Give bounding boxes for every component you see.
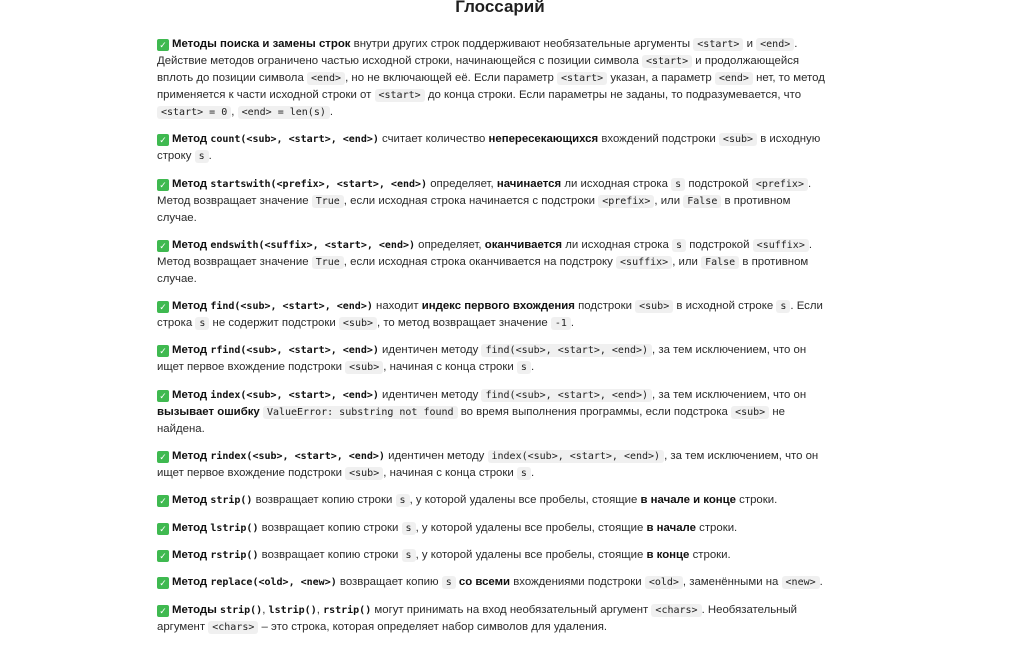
glossary-item [157, 298, 827, 332]
inline-code: <sub> [731, 406, 769, 419]
page-title: Глоссарий [455, 0, 545, 16]
text: , заменёнными на [682, 576, 782, 589]
inline-code: s [402, 549, 416, 562]
bold-text: в начале и конце [640, 494, 737, 507]
text: указан, а параметр [607, 72, 715, 84]
text: , или [654, 194, 684, 207]
inline-code: s [517, 361, 531, 374]
bold-text: Метод [172, 133, 211, 146]
glossary-item [157, 131, 827, 165]
text: . Метод возвращает значение [157, 238, 813, 268]
bold-text: вызывает ошибку [157, 405, 260, 418]
bold-text: Метод [172, 238, 211, 251]
text: , за тем исключением, что он [652, 388, 807, 401]
text: подстрокой [685, 177, 752, 190]
glossary-item [157, 36, 827, 121]
inline-code: <prefix> [752, 178, 808, 191]
method-signature: rstrip() [210, 549, 259, 561]
text: подстрокой [686, 238, 753, 251]
bold-text: оканчивается [484, 238, 563, 251]
inline-code: <chars> [651, 604, 701, 617]
text: возвращает копию строки [258, 521, 402, 534]
text: вхождениями подстроки [510, 576, 645, 589]
text: , начиная с конца строки [383, 467, 517, 480]
white-check-mark-icon: ✓ [157, 390, 169, 402]
method-signature: rstrip() [323, 604, 372, 616]
inline-code: <suffix> [616, 256, 672, 269]
text: ли исходная строка [562, 238, 673, 251]
inline-code: <sub> [339, 317, 377, 330]
text: , за тем исключением, что он ищет первое вхождение подстроки [157, 450, 819, 480]
text: не содержит подстроки [209, 317, 339, 330]
text: . Действие методов ограничено частью исходной строки, начинающейся с позиции символа [157, 38, 798, 67]
inline-code: <end> [756, 38, 794, 51]
glossary-item [157, 237, 827, 288]
text: . [570, 317, 575, 330]
inline-code: <chars> [208, 621, 258, 634]
text: . [329, 106, 334, 118]
text: , но не включающей её. Если параметр [345, 72, 558, 84]
text: и продолжающейся вплоть до позиции символа [157, 55, 800, 84]
bold-text: со всеми [458, 576, 511, 589]
method-signature: find(<sub>, <start>, <end>) [210, 301, 373, 313]
white-check-mark-icon: ✓ [157, 345, 169, 357]
glossary-item [157, 574, 827, 591]
inline-code: s [402, 522, 416, 535]
text: нет, то метод применяется к части исходной строки от [157, 72, 825, 101]
bold-text: Метод [172, 388, 211, 401]
glossary-item [157, 602, 827, 636]
bold-text: непересекающихся [488, 133, 599, 146]
glossary-item [157, 448, 827, 482]
inline-code: <prefix> [598, 195, 654, 208]
inline-code: <sub> [719, 133, 757, 146]
glossary-item [157, 176, 827, 227]
text: и [743, 38, 757, 50]
method-signature: rindex(<sub>, <start>, <end>) [210, 451, 385, 463]
inline-code: ValueError: substring not found [263, 406, 458, 419]
inline-code: -1 [551, 317, 571, 330]
inline-code: find(<sub>, <start>, <end>) [481, 344, 652, 357]
glossary-list [157, 36, 827, 646]
method-signature: strip() [210, 495, 253, 507]
text: . Необязательный аргумент [157, 603, 798, 633]
text: во время выполнения программы, если подстрока [457, 405, 732, 418]
white-check-mark-icon: ✓ [157, 605, 169, 617]
method-signature: startswith(<prefix>, <start>, <end>) [210, 178, 428, 190]
inline-code: <end> = len(s) [238, 106, 330, 119]
white-check-mark-icon: ✓ [157, 179, 169, 191]
text: возвращает копию [336, 576, 442, 589]
bold-text: в начале [646, 521, 696, 534]
inline-code: <end> [307, 72, 345, 85]
method-signature: count(<sub>, <start>, <end>) [210, 134, 379, 146]
text: подстроки [574, 300, 636, 313]
inline-code: s [672, 239, 686, 252]
text: . [208, 150, 212, 163]
inline-code: <new> [782, 576, 820, 589]
white-check-mark-icon: ✓ [157, 523, 169, 535]
text: . [530, 361, 535, 374]
inline-code: <sub> [345, 361, 383, 374]
text: . Если строка [157, 300, 823, 330]
method-signature: endswith(<suffix>, <start>, <end>) [210, 239, 416, 251]
text: могут принимать на вход необязательный аргумент [371, 603, 652, 616]
text: в противном случае. [157, 255, 809, 285]
inline-code: s [396, 494, 410, 507]
bold-text: Метод [172, 177, 211, 190]
method-signature: rfind(<sub>, <start>, <end>) [210, 345, 379, 357]
text: вхождений подстроки [598, 133, 719, 146]
inline-code: <start> [557, 72, 607, 85]
inline-code: index(<sub>, <start>, <end>) [488, 450, 665, 463]
inline-code: s [195, 317, 209, 330]
text: идентичен методу [384, 450, 488, 463]
text: находит [372, 300, 422, 313]
bold-text: Метод [172, 521, 211, 534]
inline-code: s [517, 467, 531, 480]
text: строки. [689, 548, 731, 561]
text: , [231, 106, 238, 118]
bold-text: начинается [496, 177, 562, 190]
bold-text: Метод [172, 494, 211, 507]
inline-code: s [195, 150, 209, 163]
inline-code: <start> [642, 55, 692, 68]
white-check-mark-icon: ✓ [157, 39, 169, 51]
text: , если исходная строка оканчивается на подстроку [343, 255, 617, 268]
text: в противном случае. [157, 194, 791, 224]
bold-text: в конце [646, 548, 690, 561]
text: определяет, [415, 238, 485, 251]
inline-code: False [701, 256, 739, 269]
text: . Метод возвращает значение [157, 177, 812, 207]
text: , у которой удалены все пробелы, стоящие [409, 494, 641, 507]
white-check-mark-icon: ✓ [157, 550, 169, 562]
bold-text: индекс первого вхождения [421, 300, 575, 313]
text: , у которой удалены все пробелы, стоящие [415, 521, 647, 534]
text: в исходной строке [673, 300, 777, 313]
inline-code: <start> = 0 [157, 106, 231, 119]
text: внутри других строк поддерживают необязательные аргументы [350, 38, 694, 50]
text: , то метод возвращает значение [377, 317, 551, 330]
inline-code: s [776, 300, 790, 313]
bold-text: Метод [172, 548, 211, 561]
white-check-mark-icon: ✓ [157, 240, 169, 252]
bold-text: Метод [172, 576, 211, 589]
inline-code: <sub> [345, 467, 383, 480]
method-signature: strip() [220, 604, 263, 616]
glossary-item [157, 387, 827, 438]
text: возвращает копию строки [258, 548, 402, 561]
inline-code: <old> [645, 576, 683, 589]
text: , если исходная строка начинается с подстроки [343, 194, 599, 207]
text: , у которой удалены все пробелы, стоящие [415, 548, 647, 561]
method-signature: replace(<old>, <new>) [210, 577, 337, 589]
bold-text: Метод [172, 344, 211, 357]
white-check-mark-icon: ✓ [157, 301, 169, 313]
method-signature: lstrip() [268, 604, 317, 616]
glossary-item [157, 492, 827, 509]
white-check-mark-icon: ✓ [157, 134, 169, 146]
bold-text: Методы поиска и замены строк [172, 38, 351, 50]
white-check-mark-icon: ✓ [157, 495, 169, 507]
text: возвращает копию строки [252, 494, 396, 507]
text: строки. [695, 521, 738, 534]
inline-code: <sub> [635, 300, 673, 313]
bold-text: Метод [172, 450, 211, 463]
inline-code: <suffix> [753, 239, 809, 252]
white-check-mark-icon: ✓ [157, 577, 169, 589]
inline-code: True [312, 256, 344, 269]
inline-code: <start> [375, 89, 425, 102]
text: в исходную строку [157, 133, 821, 163]
inline-code: s [442, 576, 456, 589]
inline-code: True [312, 195, 344, 208]
text: идентичен методу [378, 344, 482, 357]
bold-text: Метод [172, 300, 211, 313]
text: считает количество [378, 133, 489, 146]
text: не найдена. [157, 405, 785, 435]
text: строки. [736, 494, 778, 507]
method-signature: index(<sub>, <start>, <end>) [210, 389, 379, 401]
glossary-item [157, 342, 827, 376]
text: , или [672, 255, 702, 268]
text: идентичен методу [378, 388, 482, 401]
method-signature: lstrip() [210, 522, 259, 534]
glossary-item [157, 547, 827, 564]
text: . [819, 576, 823, 589]
text: ли исходная строка [561, 177, 672, 190]
inline-code: s [671, 178, 685, 191]
inline-code: <end> [715, 72, 753, 85]
text: , [316, 603, 324, 616]
text: определяет, [427, 177, 497, 190]
glossary-item [157, 520, 827, 537]
text: – это строка, которая определяет набор символов для удаления. [258, 620, 608, 633]
bold-text: Методы [172, 603, 221, 616]
inline-code: False [683, 195, 721, 208]
text: , [262, 603, 269, 616]
inline-code: find(<sub>, <start>, <end>) [481, 389, 652, 402]
white-check-mark-icon: ✓ [157, 451, 169, 463]
inline-code: <start> [693, 38, 743, 51]
text: , за тем исключением, что он ищет первое вхождение подстроки [157, 344, 807, 374]
text: , начиная с конца строки [383, 361, 517, 374]
text: . [530, 467, 535, 480]
text: до конца строки. Если параметры не заданы, то подразумевается, что [424, 89, 802, 101]
